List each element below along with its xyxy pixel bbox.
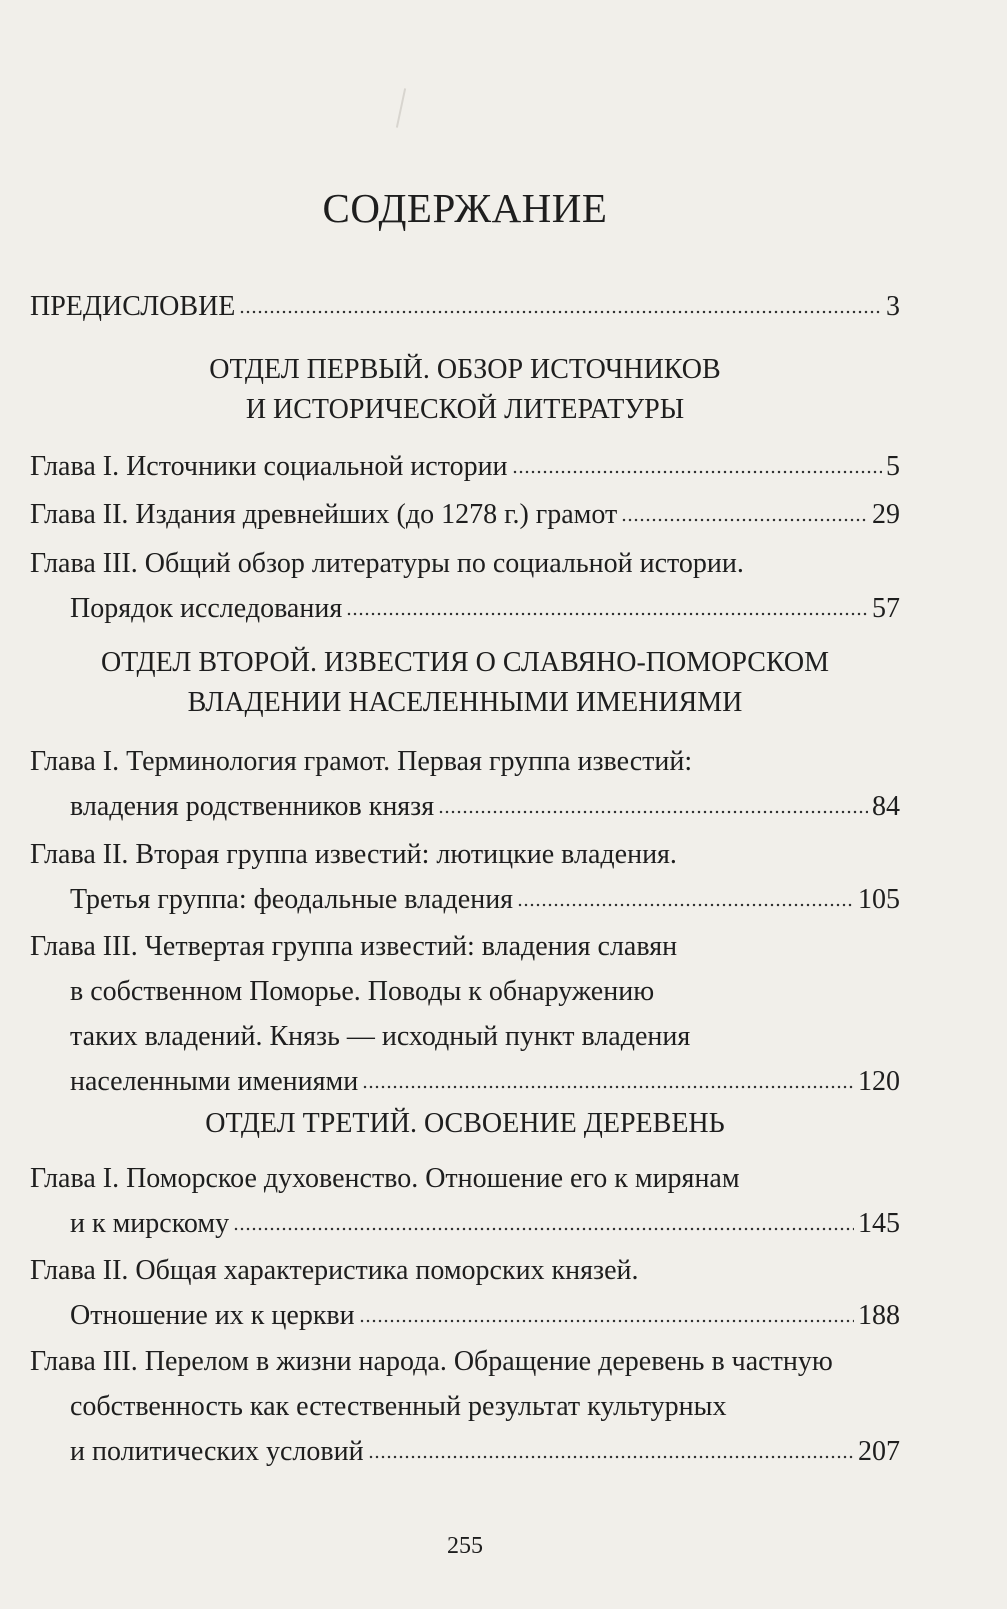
toc-page-number: 145 <box>858 1208 900 1239</box>
toc-entry: Глава III. Перелом в жизни народа. Обращение деревень в частную собственность как естественный результат культурных и политических условий 207 <box>30 1339 900 1474</box>
toc-entry-text: ПРЕДИСЛОВИЕ <box>30 291 236 322</box>
dot-leader <box>239 298 882 315</box>
dot-leader <box>517 891 854 908</box>
dot-leader <box>438 798 868 815</box>
toc-entry: Глава I. Источники социальной истории 5 <box>30 444 900 489</box>
toc-page-number: 5 <box>886 451 900 482</box>
section-heading: ОТДЕЛ ТРЕТИЙ. ОСВОЕНИЕ ДЕРЕВЕНЬ <box>205 1108 725 1139</box>
toc-page-number: 120 <box>858 1066 900 1097</box>
toc-entry: Глава I. Терминология грамот. Первая группа известий: владения родственников князя 84 <box>30 739 900 829</box>
dot-leader <box>346 600 868 617</box>
dot-leader <box>512 458 882 475</box>
toc-page-number: 105 <box>858 884 900 915</box>
toc-entry: Глава III. Четвертая группа известий: владения славян в собственном Поморье. Поводы к обнаружению таких владений. Князь — исходный пункт владения населенными имениями 120 <box>30 924 900 1104</box>
page-number: 255 <box>447 1533 483 1559</box>
show-through-mark <box>396 88 406 128</box>
toc-entry: Глава II. Издания древнейших (до 1278 г.) грамот 29 <box>30 492 900 537</box>
toc-entry: Глава III. Общий обзор литературы по социальной истории. Порядок исследования 57 <box>30 541 900 631</box>
toc-page-number: 29 <box>872 499 900 530</box>
section-heading: ОТДЕЛ ВТОРОЙ. ИЗВЕСТИЯ О СЛАВЯНО-ПОМОРСКОМ ВЛАДЕНИИ НАСЕЛЕННЫМИ ИМЕНИЯМИ <box>100 647 830 718</box>
dot-leader <box>621 506 868 523</box>
toc-page-number: 3 <box>886 291 900 322</box>
dot-leader <box>362 1073 854 1090</box>
toc-entry: Глава II. Вторая группа известий: лютицкие владения. Третья группа: феодальные владения 105 <box>30 832 900 922</box>
section-heading: ОТДЕЛ ПЕРВЫЙ. ОБЗОР ИСТОЧНИКОВ И ИСТОРИЧЕСКОЙ ЛИТЕРАТУРЫ <box>209 354 721 425</box>
dot-leader <box>368 1443 854 1460</box>
dot-leader <box>233 1215 854 1232</box>
toc-page-number: 57 <box>872 593 900 624</box>
toc-page-number: 207 <box>858 1436 900 1467</box>
toc-page-number: 84 <box>872 791 900 822</box>
toc-entry: Глава I. Поморское духовенство. Отношение его к мирянам и к мирскому 145 <box>30 1156 900 1246</box>
toc-entry: Глава II. Общая характеристика поморских князей. Отношение их к церкви 188 <box>30 1248 900 1338</box>
dot-leader <box>359 1307 854 1324</box>
toc-entry-preface <box>30 284 900 329</box>
toc-page-number: 188 <box>858 1300 900 1331</box>
page-title: СОДЕРЖАНИЕ <box>322 185 608 231</box>
